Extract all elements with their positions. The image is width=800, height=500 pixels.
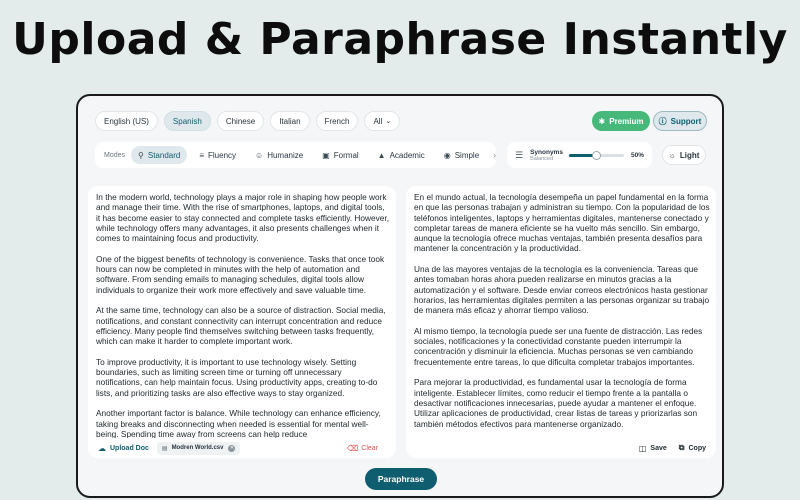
- language-tab-italian[interactable]: [270, 111, 309, 131]
- graduation-cap-icon: ▲: [377, 150, 386, 160]
- output-paragraph: En el mundo actual, la tecnología desempeña un papel fundamental en la forma en que las personas trabajan y administran su tiempo. Con la popularidad de los teléfonos inteligentes, laptops y herramientas digitales, mantenerse conectado y completar tareas de manera eficiente se ha vuelto más sencillo. Sin embargo, aunque la tecnología ofrece muchas ventajas, también presenta desafíos para mantener la concentración y la productividad.: [414, 192, 710, 254]
- mode-label: Simple: [454, 150, 480, 160]
- synonyms-subtitle: Balanced: [530, 155, 554, 162]
- mode-formal[interactable]: [315, 146, 365, 164]
- support-label: Support: [670, 116, 702, 126]
- briefcase-icon: ▣: [322, 150, 330, 160]
- copy-icon: ⧉: [678, 443, 685, 452]
- input-paragraph: At the same time, technology can also be a source of distraction. Social media, notifications, and constant connectivity can interrupt concentration and reduce efficiency. Many people find themselves switching between tasks frequently, which can make it harder to complete important work.: [96, 305, 386, 347]
- mode-label: Humanize: [267, 150, 304, 160]
- mode-standard[interactable]: [131, 146, 187, 164]
- language-label: Chinese: [225, 116, 256, 126]
- list-icon: ≡: [199, 150, 205, 160]
- modes-bar: [95, 142, 496, 168]
- input-paragraph: In the modern world, technology plays a major role in shaping how people work and manage their time. With the rise of smartphones, laptops, and digital tools, it has become easier to stay connected and complete tasks efficiently. However, while technology offers many advantages, it also presents challenges when it comes to maintaining focus and productivity.: [96, 192, 390, 244]
- sun-icon: ☼: [668, 150, 676, 160]
- sliders-icon: ☰: [515, 149, 524, 160]
- drop-icon: ◉: [443, 150, 451, 160]
- premium-button[interactable]: [592, 111, 650, 131]
- output-paragraph: Al mismo tiempo, la tecnología puede ser una fuente de distracción. Las redes sociales, notificaciones y la conectividad constante pueden interrumpir la concentración y disminuir la eficiencia. Muchas personas se ven cambiando frecuentemente entre tareas, lo que dificulta completar trabajos importantes.: [414, 325, 703, 367]
- output-paragraph: Para mejorar la productividad, es fundamental usar la tecnología de forma inteligente. Establecer límites, como reducir el tiempo frente a la pantalla o desactivar notificaciones innecesarias, puede ayudar a mantener el enfoque. Utilizar aplicaciones de productividad, crear listas de tareas y priorizarlas son también métodos efectivos para mantenerse organizado.: [414, 377, 698, 429]
- input-textarea[interactable]: [96, 192, 390, 438]
- mode-simple[interactable]: [437, 146, 486, 164]
- mode-academic[interactable]: [371, 146, 432, 164]
- output-footer: [406, 438, 716, 458]
- input-footer: [88, 438, 396, 458]
- cloud-upload-icon: ☁: [98, 443, 106, 453]
- save-label: Save: [650, 444, 667, 452]
- file-name: Modren World.csv: [171, 445, 224, 451]
- input-paragraph: Another important factor is balance. While technology can enhance efficiency, taking breaks and disconnecting when needed is essential for mental well-being. Spending time away from screens can help reduce: [96, 408, 381, 438]
- clear-label: Clear: [361, 444, 378, 452]
- language-tab-french[interactable]: [316, 111, 359, 131]
- language-dropdown-all[interactable]: [364, 111, 400, 131]
- save-button[interactable]: [639, 444, 667, 453]
- clear-button[interactable]: [347, 444, 378, 453]
- language-tab-english[interactable]: [95, 111, 158, 131]
- mode-label: Standard: [147, 150, 181, 160]
- mode-label: Academic: [389, 150, 425, 160]
- modes-label: Modes: [104, 151, 126, 159]
- synonyms-title: Synonyms: [530, 148, 563, 156]
- copy-button[interactable]: [679, 443, 706, 453]
- paraphrase-button[interactable]: Paraphrase: [365, 468, 437, 490]
- person-icon: ☺: [255, 150, 264, 160]
- language-label: Italian: [279, 116, 301, 126]
- language-tab-chinese[interactable]: [217, 111, 264, 131]
- language-label: All: [373, 116, 383, 126]
- theme-toggle-button[interactable]: [662, 145, 706, 165]
- input-paragraph: One of the biggest benefits of technology is convenience. Tasks that once took hours can now be completed in minutes with the help of automation and software. From sending emails to managing schedules, digital tools allow individuals to organize their work more effectively and save valuable time.: [96, 253, 385, 295]
- mode-label: Fluency: [208, 150, 237, 160]
- input-paragraph: To improve productivity, it is important to use technology wisely. Setting boundaries, such as limiting screen time or turning off unnecessary notifications, can help maintain focus. Using productivity apps, creating to-do lists, and prioritizing tasks are also effective ways to stay organized.: [96, 356, 378, 398]
- synonyms-text: [530, 149, 563, 162]
- language-label: Spanish: [172, 116, 202, 126]
- trash-icon: ⌫: [346, 443, 359, 453]
- lock-icon: ◫: [638, 443, 647, 453]
- synonyms-value: 50%: [630, 151, 644, 159]
- output-text: [414, 192, 710, 444]
- help-circle-icon: ⓘ: [658, 116, 667, 126]
- language-label: English (US): [104, 116, 149, 126]
- remove-file-icon[interactable]: ✕: [229, 445, 235, 451]
- chevron-right-icon[interactable]: ›: [493, 150, 497, 160]
- theme-label: Light: [679, 150, 700, 160]
- file-chip: [157, 442, 241, 455]
- support-button[interactable]: [653, 111, 707, 131]
- tag-icon: ⚲: [138, 150, 144, 160]
- synonyms-control: [507, 142, 652, 168]
- language-bar: [95, 110, 400, 132]
- language-tab-spanish[interactable]: [164, 111, 211, 131]
- synonyms-slider-handle[interactable]: [592, 151, 601, 160]
- output-paragraph: Una de las mayores ventajas de la tecnología es la conveniencia. Tareas que antes tomaban horas ahora pueden realizarse en minutos gracias a la automatización y el software. Desde enviar correos electrónicos hasta gestionar horarios, las herramientas digitales permiten a las personas organizar su trabajo de manera más eficaz y ahorrar tiempo valioso.: [414, 264, 710, 316]
- file-icon: ▤: [161, 445, 168, 452]
- copy-label: Copy: [688, 444, 706, 452]
- synonyms-slider[interactable]: [569, 154, 624, 157]
- upload-label: Upload Doc: [110, 444, 149, 452]
- output-panel: [406, 186, 716, 458]
- upload-doc-button[interactable]: [98, 444, 149, 453]
- premium-label: Premium: [609, 116, 644, 126]
- app-window: [76, 94, 724, 498]
- star-icon: ✱: [598, 116, 606, 126]
- page-headline: Upload & Paraphrase Instantly: [12, 14, 788, 65]
- language-label: French: [324, 116, 350, 126]
- chevron-down-icon: ⌄: [385, 118, 392, 125]
- mode-fluency[interactable]: [192, 146, 243, 164]
- mode-humanize[interactable]: [248, 146, 310, 164]
- input-panel: [88, 186, 396, 458]
- mode-label: Formal: [333, 150, 359, 160]
